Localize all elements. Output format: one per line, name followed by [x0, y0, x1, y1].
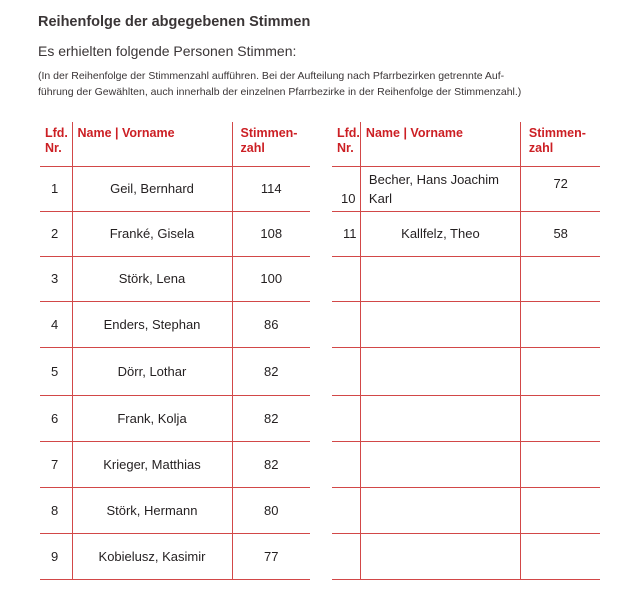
vote-count: 82	[232, 347, 310, 395]
table-row	[40, 256, 310, 301]
table-row	[332, 166, 600, 211]
table-header-row	[40, 122, 310, 166]
person-name: Krieger, Matthias	[72, 441, 232, 487]
column-header-votes: Stimmen- zahl	[520, 122, 600, 166]
table-row	[40, 301, 310, 347]
vote-count: 82	[232, 441, 310, 487]
person-name	[360, 301, 520, 347]
vote-count	[520, 533, 600, 579]
table-row-empty	[332, 441, 600, 487]
row-number: 7	[40, 441, 72, 487]
votes-table-left	[40, 122, 310, 580]
person-name: Franké, Gisela	[72, 211, 232, 256]
vote-count: 82	[232, 395, 310, 441]
row-number: 10	[332, 166, 360, 211]
vote-count	[520, 256, 600, 301]
person-name	[360, 533, 520, 579]
table-row	[40, 211, 310, 256]
row-number	[332, 533, 360, 579]
row-number	[332, 487, 360, 533]
row-number	[332, 256, 360, 301]
table-row	[332, 211, 600, 256]
vote-count: 77	[232, 533, 310, 579]
table-row	[40, 533, 310, 579]
row-number: 2	[40, 211, 72, 256]
person-name: Kallfelz, Theo	[360, 211, 520, 256]
vote-count: 58	[520, 211, 600, 256]
vote-count: 86	[232, 301, 310, 347]
vote-count	[520, 395, 600, 441]
vote-count: 80	[232, 487, 310, 533]
table-header-row	[332, 122, 600, 166]
vote-count	[520, 301, 600, 347]
row-number	[332, 301, 360, 347]
person-name: Enders, Stephan	[72, 301, 232, 347]
table-row-empty	[332, 256, 600, 301]
table-row	[40, 395, 310, 441]
vote-count: 72	[520, 166, 600, 211]
person-name	[360, 256, 520, 301]
person-name: Störk, Lena	[72, 256, 232, 301]
votes-table-right	[332, 122, 600, 580]
person-name	[360, 347, 520, 395]
row-number: 9	[40, 533, 72, 579]
person-name: Geil, Bernhard	[72, 166, 232, 211]
instruction-note	[38, 68, 618, 100]
vote-count	[520, 347, 600, 395]
vote-count: 100	[232, 256, 310, 301]
page-title: Reihenfolge der abgegebenen Stimmen	[38, 14, 311, 30]
row-number: 5	[40, 347, 72, 395]
vote-count	[520, 441, 600, 487]
column-header-nr: Lfd. Nr.	[40, 122, 72, 166]
intro-text: Es erhielten folgende Personen Stimmen:	[38, 43, 297, 59]
row-number: 11	[332, 211, 360, 256]
table-row-empty	[332, 533, 600, 579]
person-name: Störk, Hermann	[72, 487, 232, 533]
row-number: 8	[40, 487, 72, 533]
table-row	[40, 487, 310, 533]
instruction-note-line: führung der Gewählten, auch innerhalb der einzelnen Pfarrbezirke in der Reihenfolge der Stimmenzahl.)	[38, 86, 522, 98]
row-number	[332, 395, 360, 441]
person-name: Becher, Hans Joachim Karl	[360, 166, 520, 211]
row-number: 1	[40, 166, 72, 211]
instruction-note-line: (In der Reihenfolge der Stimmenzahl aufführen. Bei der Aufteilung nach Pfarrbezirken getrennte Auf-	[38, 70, 505, 82]
row-number	[332, 441, 360, 487]
vote-count	[520, 487, 600, 533]
vote-count: 108	[232, 211, 310, 256]
table-row-empty	[332, 301, 600, 347]
table-row	[40, 347, 310, 395]
table-row-empty	[332, 487, 600, 533]
person-name	[360, 441, 520, 487]
row-number	[332, 347, 360, 395]
row-number: 6	[40, 395, 72, 441]
row-number: 4	[40, 301, 72, 347]
person-name: Dörr, Lothar	[72, 347, 232, 395]
vote-count: 114	[232, 166, 310, 211]
column-header-nr: Lfd. Nr.	[332, 122, 360, 166]
person-name: Kobielusz, Kasimir	[72, 533, 232, 579]
person-name	[360, 395, 520, 441]
table-row	[40, 441, 310, 487]
column-header-votes: Stimmen- zahl	[232, 122, 310, 166]
column-header-name: Name | Vorname	[72, 122, 232, 166]
table-row-empty	[332, 347, 600, 395]
person-name: Frank, Kolja	[72, 395, 232, 441]
person-name	[360, 487, 520, 533]
table-row-empty	[332, 395, 600, 441]
table-row	[40, 166, 310, 211]
row-number: 3	[40, 256, 72, 301]
column-header-name: Name | Vorname	[360, 122, 520, 166]
